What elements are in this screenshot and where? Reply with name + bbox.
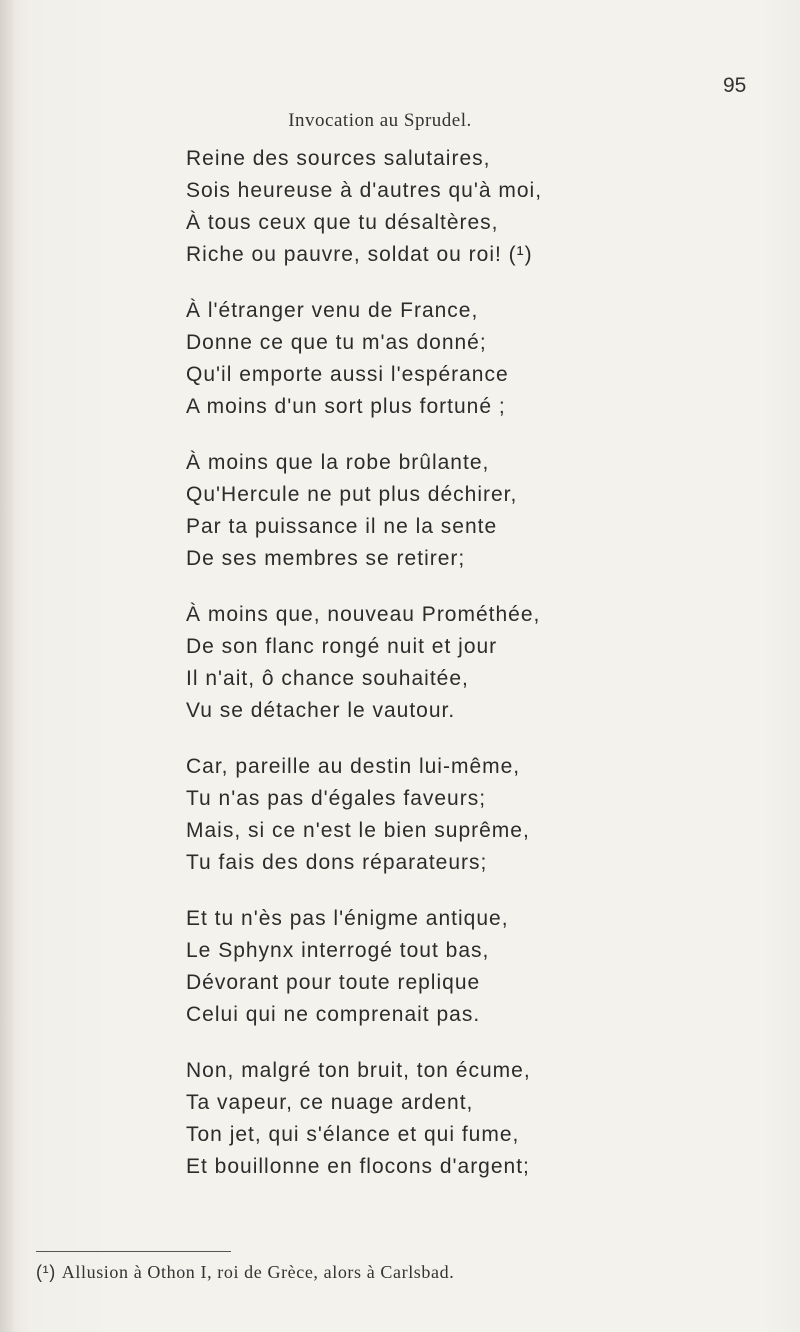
verse-line: De son flanc rongé nuit et jour (186, 635, 498, 658)
verse-line: Reine des sources salutaires, (186, 147, 491, 170)
verse-line: Tu n'as pas d'égales faveurs; (186, 787, 487, 810)
verse-line: Ta vapeur, ce nuage ardent, (186, 1091, 474, 1114)
verse-line: Par ta puissance il ne la sente (186, 515, 498, 538)
verse-line: Celui qui ne comprenait pas. (186, 1003, 481, 1026)
verse-line: Vu se détacher le vautour. (186, 699, 456, 722)
verse-line: Car, pareille au destin lui-même, (186, 755, 521, 778)
verse-line: À tous ceux que tu désaltères, (186, 211, 499, 234)
verse-line: Riche ou pauvre, soldat ou roi! (¹) (186, 243, 533, 266)
verse-line: À l'étranger venu de France, (186, 299, 479, 322)
verse-line: Ton jet, qui s'élance et qui fume, (186, 1123, 520, 1146)
verse-line: Et bouillonne en flocons d'argent; (186, 1155, 530, 1178)
stanza-3 (186, 447, 746, 575)
stanza-4 (186, 599, 746, 727)
stanza-2 (186, 295, 746, 423)
footnote-divider (36, 1251, 231, 1252)
verse-line: Sois heureuse à d'autres qu'à moi, (186, 179, 543, 202)
verse-line: Tu fais des dons réparateurs; (186, 851, 488, 874)
page-gutter-shadow (0, 0, 14, 1332)
verse-line: Qu'Hercule ne put plus déchirer, (186, 483, 518, 506)
verse-line: Le Sphynx interrogé tout bas, (186, 939, 490, 962)
verse-line: A moins d'un sort plus fortuné ; (186, 395, 506, 418)
verse-line: Donne ce que tu m'as donné; (186, 331, 487, 354)
footnote-text: Allusion à Othon I, roi de Grèce, alors à Carlsbad. (61, 1262, 455, 1282)
verse-line: À moins que, nouveau Prométhée, (186, 603, 541, 626)
verse-line: De ses membres se retirer; (186, 547, 466, 570)
poem (186, 143, 746, 1207)
verse-line: Il n'ait, ô chance souhaitée, (186, 667, 469, 690)
verse-line: À moins que la robe brûlante, (186, 451, 490, 474)
stanza-5 (186, 751, 746, 879)
verse-line: Mais, si ce n'est le bien suprême, (186, 819, 530, 842)
running-title: Invocation au Sprudel. (288, 110, 472, 131)
verse-line: Et tu n'ès pas l'énigme antique, (186, 907, 509, 930)
verse-line: Qu'il emporte aussi l'espérance (186, 363, 509, 386)
verse-line: Non, malgré ton bruit, ton écume, (186, 1059, 531, 1082)
page-number: 95 (723, 74, 747, 97)
footnote-marker: (¹) (36, 1262, 56, 1282)
stanza-6 (186, 903, 746, 1031)
footnote (36, 1262, 454, 1283)
stanza-7 (186, 1055, 746, 1183)
stanza-1 (186, 143, 746, 271)
verse-line: Dévorant pour toute replique (186, 971, 481, 994)
